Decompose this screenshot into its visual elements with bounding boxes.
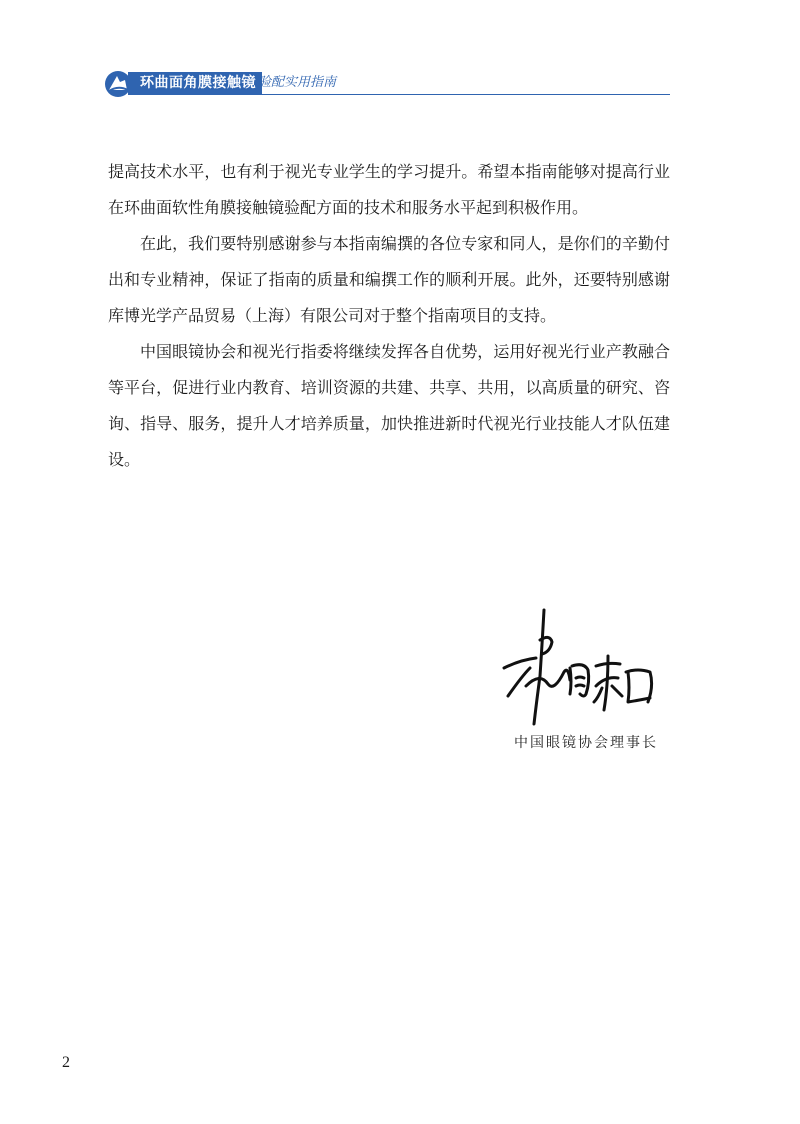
paragraph-2: 在此，我们要特别感谢参与本指南编撰的各位专家和同人，是你们的辛勤付出和专业精神，保证了指南的质量和编撰工作的顺利开展。此外，还要特别感谢库博光学产品贸易（上海）有限公司对于整个指南项目的支持。 bbox=[108, 234, 670, 325]
paragraph-1: 提高技术水平，也有利于视光专业学生的学习提升。希望本指南能够对提高行业在环曲面软性角膜接触镜验配方面的技术和服务水平起到积极作用。 bbox=[108, 162, 670, 217]
signature-caption: 中国眼镜协会理事长 bbox=[514, 735, 658, 751]
body-text bbox=[108, 154, 670, 478]
page-number: 2 bbox=[62, 1054, 70, 1071]
paragraph-3: 中国眼镜协会和视光行指委将继续发挥各自优势，运用好视光行业产教融合等平台，促进行业内教育、培训资源的共建、共享、共用，以高质量的研究、咨询、指导、服务，提升人才培养质量，加快推进新时代视光行业技能人才队伍建设。 bbox=[108, 342, 670, 469]
page-header bbox=[104, 68, 670, 98]
guide-subtitle: 验配实用指南 bbox=[258, 75, 337, 90]
guide-title: 环曲面角膜接触镜 bbox=[128, 72, 262, 94]
header-rule bbox=[128, 94, 670, 95]
handwritten-signature bbox=[500, 606, 676, 734]
